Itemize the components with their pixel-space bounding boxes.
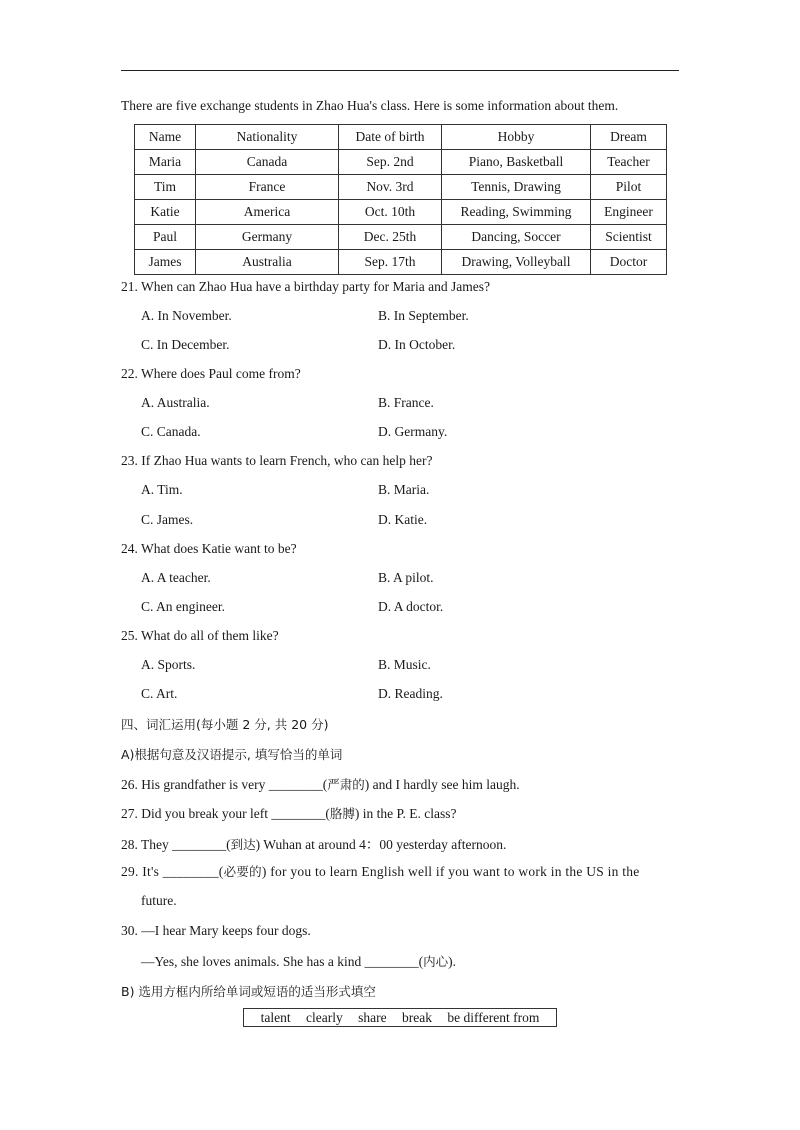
option-d: D. In October. — [378, 337, 456, 352]
word-box-item: be different from — [447, 1010, 540, 1025]
question-text: ) Wuhan at around 4：00 yesterday afternoon. — [255, 837, 507, 852]
question-text: ). — [448, 954, 456, 969]
question-26 — [121, 775, 520, 793]
option-a: A. Tim. — [141, 482, 183, 497]
word-box-item: break — [402, 1010, 432, 1025]
question-text: 26. His grandfather is very ________( — [121, 777, 328, 792]
question-24: 24. What does Katie want to be? — [121, 541, 297, 556]
intro-text: There are five exchange students in Zhao Hua's class. Here is some information about them. — [121, 98, 619, 113]
table-header-cell: Name — [135, 125, 196, 150]
table-cell: Tennis, Drawing — [442, 175, 591, 200]
option-c: C. In December. — [141, 337, 230, 352]
table-header-cell: Nationality — [196, 125, 339, 150]
option-b: B. A pilot. — [378, 570, 434, 585]
question-29 — [121, 862, 640, 880]
question-text: 27. Did you break your left ________( — [121, 806, 330, 821]
table-cell: Doctor — [591, 250, 667, 275]
option-d: D. Reading. — [378, 686, 443, 701]
word-box-item: share — [358, 1010, 387, 1025]
table-cell: Pilot — [591, 175, 667, 200]
question-text: —Yes, she loves animals. She has a kind ________( — [141, 954, 424, 969]
table-cell: Maria — [135, 150, 196, 175]
question-23: 23. If Zhao Hua wants to learn French, who can help her? — [121, 453, 433, 468]
table-cell: Sep. 17th — [339, 250, 442, 275]
part-b-instruction: B) 选用方框内所给单词或短语的适当形式填空 — [121, 984, 376, 999]
table-cell: Tim — [135, 175, 196, 200]
option-b: B. In September. — [378, 308, 469, 323]
table-header-row — [135, 125, 667, 150]
student-info-table — [134, 124, 667, 275]
section-heading: 四、词汇运用(每小题 2 分, 共 20 分) — [121, 717, 329, 732]
question-25: 25. What do all of them like? — [121, 628, 279, 643]
option-d: D. Katie. — [378, 512, 428, 527]
table-cell: Engineer — [591, 200, 667, 225]
option-c: C. Canada. — [141, 424, 201, 439]
question-30-reply — [141, 952, 456, 970]
table-header-cell: Dream — [591, 125, 667, 150]
question-text: 29. It's ________( — [121, 864, 224, 879]
option-b: B. Music. — [378, 657, 431, 672]
table-cell: Australia — [196, 250, 339, 275]
table-cell: Nov. 3rd — [339, 175, 442, 200]
question-text: ) in the P. E. class? — [354, 806, 457, 821]
table-header-cell: Hobby — [442, 125, 591, 150]
part-a-instruction: A)根据句意及汉语提示, 填写恰当的单词 — [121, 747, 343, 762]
table-row — [135, 200, 667, 225]
question-28 — [121, 833, 506, 853]
option-a: A. Australia. — [141, 395, 210, 410]
question-text: ) and I hardly see him laugh. — [364, 777, 520, 792]
word-box-item: clearly — [306, 1010, 343, 1025]
table-row — [135, 250, 667, 275]
table-cell: Oct. 10th — [339, 200, 442, 225]
option-b: B. Maria. — [378, 482, 430, 497]
question-29-continuation: future. — [141, 893, 177, 908]
option-c: C. An engineer. — [141, 599, 225, 614]
question-text: ) for you to learn English well if you want to work in the US in the — [261, 864, 640, 879]
question-27 — [121, 804, 456, 822]
table-row — [135, 225, 667, 250]
option-c: C. James. — [141, 512, 194, 527]
chinese-hint: 严肃的 — [327, 777, 365, 792]
option-b: B. France. — [378, 395, 434, 410]
question-30: 30. —I hear Mary keeps four dogs. — [121, 923, 311, 938]
table-cell: France — [196, 175, 339, 200]
option-d: D. A doctor. — [378, 599, 444, 614]
word-box-item: talent — [260, 1010, 291, 1025]
table-cell: Sep. 2nd — [339, 150, 442, 175]
option-a: A. A teacher. — [141, 570, 211, 585]
chinese-hint: 内心 — [423, 954, 449, 969]
table-row — [135, 175, 667, 200]
table-cell: Dec. 25th — [339, 225, 442, 250]
chinese-hint: 到达 — [230, 837, 256, 852]
table-header-cell: Date of birth — [339, 125, 442, 150]
table-cell: Katie — [135, 200, 196, 225]
table-cell: Scientist — [591, 225, 667, 250]
word-box — [243, 1008, 557, 1027]
option-c: C. Art. — [141, 686, 178, 701]
table-cell: America — [196, 200, 339, 225]
table-cell: Dancing, Soccer — [442, 225, 591, 250]
question-22: 22. Where does Paul come from? — [121, 366, 301, 381]
table-cell: Germany — [196, 225, 339, 250]
chinese-hint: 胳膊 — [329, 806, 355, 821]
option-a: A. In November. — [141, 308, 232, 323]
table-cell: Paul — [135, 225, 196, 250]
option-a: A. Sports. — [141, 657, 196, 672]
option-d: D. Germany. — [378, 424, 448, 439]
chinese-hint: 必要的 — [223, 864, 262, 879]
table-cell: James — [135, 250, 196, 275]
top-rule — [121, 70, 679, 71]
table-row — [135, 150, 667, 175]
table-cell: Piano, Basketball — [442, 150, 591, 175]
table-cell: Canada — [196, 150, 339, 175]
table-cell: Teacher — [591, 150, 667, 175]
question-text: 28. They ________( — [121, 837, 231, 852]
question-21: 21. When can Zhao Hua have a birthday party for Maria and James? — [121, 279, 490, 294]
table-cell: Reading, Swimming — [442, 200, 591, 225]
table-cell: Drawing, Volleyball — [442, 250, 591, 275]
